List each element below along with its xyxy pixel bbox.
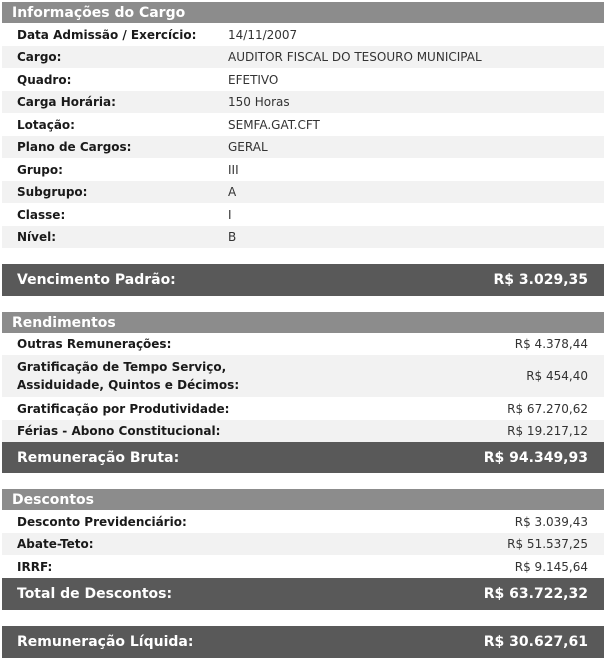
remuneracao-liquida-label: Remuneração Líquida: [17, 634, 194, 650]
rendimento-value: R$ 454,40 [526, 369, 588, 383]
vencimento-padrao-bar [2, 264, 604, 296]
info-row-nivel [2, 226, 604, 248]
info-row-cargo [2, 46, 604, 68]
rendimento-label: Gratificação por Produtividade: [17, 401, 230, 416]
info-label: Lotação: [17, 117, 75, 132]
info-label: Quadro: [17, 72, 72, 87]
rendimento-row-produtividade [2, 397, 604, 420]
info-value: AUDITOR FISCAL DO TESOURO MUNICIPAL [228, 50, 482, 64]
section-header-descontos [2, 489, 604, 510]
total-descontos-bar [2, 578, 604, 610]
remuneracao-bruta-bar [2, 442, 604, 473]
info-value: 150 Horas [228, 95, 290, 109]
info-row-carga-horaria [2, 91, 604, 113]
rendimento-value: R$ 19.217,12 [507, 424, 588, 438]
info-value: 14/11/2007 [228, 27, 298, 42]
desconto-value: R$ 3.039,43 [514, 514, 588, 529]
desconto-value: R$ 51.537,25 [507, 537, 588, 551]
info-label: Data Admissão / Exercício: [17, 27, 197, 42]
info-row-grupo [2, 158, 604, 181]
section-title-descontos: Descontos [12, 491, 94, 508]
info-label: Carga Horária: [17, 95, 116, 109]
section-header-rendimentos [2, 312, 604, 333]
info-value: B [228, 230, 237, 244]
desconto-label: IRRF: [17, 559, 53, 574]
info-row-quadro [2, 68, 604, 91]
total-descontos-value: R$ 63.722,32 [483, 586, 588, 602]
info-row-classe [2, 203, 604, 226]
desconto-row-irrf [2, 555, 604, 578]
total-descontos-label: Total de Descontos: [17, 586, 173, 602]
remuneracao-bruta-value: R$ 94.349,93 [483, 449, 588, 466]
rendimento-label: Férias - Abono Constitucional: [17, 424, 221, 438]
desconto-label: Abate-Teto: [17, 537, 94, 551]
remuneracao-bruta-label: Remuneração Bruta: [17, 449, 180, 466]
rendimento-label: Outras Remunerações: [17, 337, 172, 351]
section-header-cargo [2, 2, 604, 23]
rendimento-value: R$ 67.270,62 [507, 401, 588, 416]
rendimento-row-outras [2, 333, 604, 355]
info-row-subgrupo [2, 181, 604, 203]
rendimento-row-ferias [2, 420, 604, 442]
info-label: Subgrupo: [17, 185, 88, 199]
info-label: Grupo: [17, 162, 63, 177]
remuneracao-liquida-bar [2, 626, 604, 658]
vencimento-value: R$ 3.029,35 [493, 272, 588, 288]
info-label: Cargo: [17, 50, 62, 64]
info-label: Nível: [17, 230, 57, 244]
info-row-lotacao [2, 113, 604, 136]
desconto-row-previdenciario [2, 510, 604, 533]
rendimento-row-gratificacao-tempo [2, 355, 604, 397]
info-value: III [228, 162, 239, 177]
rendimento-label: Gratificação de Tempo Serviço, Assiduidade, Quintos e Décimos: [17, 360, 240, 392]
section-title-cargo: Informações do Cargo [12, 4, 186, 21]
desconto-value: R$ 9.145,64 [514, 559, 588, 574]
info-label: Classe: [17, 207, 66, 222]
info-value: SEMFA.GAT.CFT [228, 117, 320, 132]
info-label: Plano de Cargos: [17, 140, 132, 154]
info-row-admissao [2, 23, 604, 46]
desconto-row-abate-teto [2, 533, 604, 555]
vencimento-label: Vencimento Padrão: [17, 272, 176, 288]
desconto-label: Desconto Previdenciário: [17, 514, 187, 529]
section-title-rendimentos: Rendimentos [12, 314, 116, 331]
info-value: EFETIVO [228, 72, 279, 87]
info-value: A [228, 185, 237, 199]
remuneracao-liquida-value: R$ 30.627,61 [483, 634, 588, 650]
info-value: I [228, 207, 232, 222]
info-row-plano [2, 136, 604, 158]
rendimento-value: R$ 4.378,44 [514, 337, 588, 351]
info-value: GERAL [228, 140, 268, 154]
